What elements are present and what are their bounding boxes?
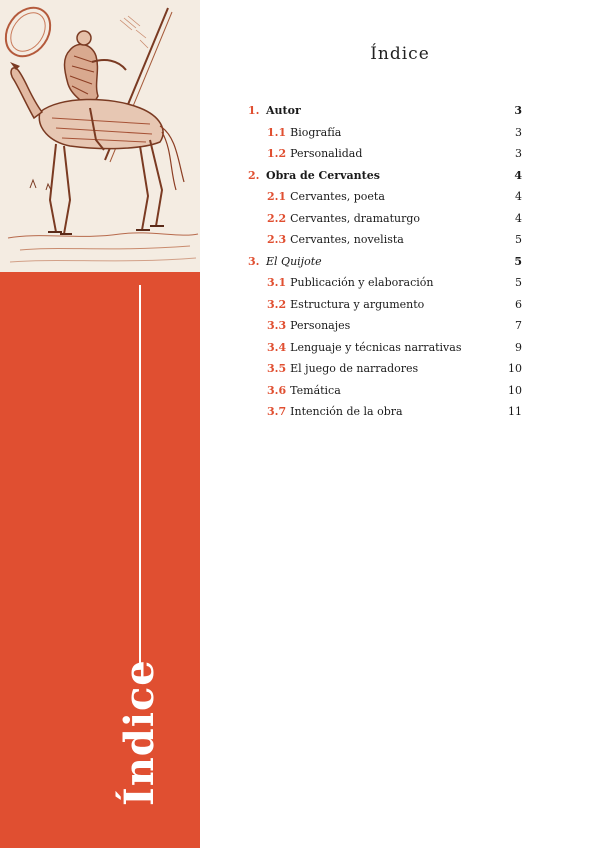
- toc-entry[interactable]: [248, 100, 528, 122]
- sidebar-rule: [139, 285, 141, 663]
- toc-entry-number: 2.: [248, 168, 260, 182]
- toc-entry-page: 10: [508, 362, 522, 375]
- toc-entry-label: Autor: [266, 104, 301, 117]
- toc-entry-page: 6: [515, 297, 522, 311]
- toc-entry-number: 3.4: [267, 340, 287, 354]
- toc-entry-number: 3.6: [267, 383, 287, 397]
- toc-entry-page: 4: [515, 190, 522, 203]
- don-quixote-illustration: [0, 0, 200, 272]
- toc-entry-label: Cervantes, poeta: [290, 190, 385, 203]
- toc-entry-page: 3: [515, 125, 522, 139]
- toc-entry-number: 3.7: [267, 405, 287, 418]
- toc-entry[interactable]: [248, 251, 528, 273]
- toc-entry[interactable]: [248, 380, 528, 402]
- sidebar-panel: [0, 0, 200, 848]
- toc-entry-label: Obra de Cervantes: [266, 168, 380, 182]
- toc-entry-label: Cervantes, novelista: [290, 233, 404, 246]
- toc-entry-number: 2.2: [267, 211, 287, 225]
- toc-entry-page: 9: [515, 340, 522, 354]
- toc-entry[interactable]: [248, 186, 528, 208]
- toc-entry-label: Biografía: [290, 125, 342, 139]
- toc-entry-label: Estructura y argumento: [290, 297, 425, 311]
- toc-entry-number: 1.1: [267, 125, 287, 139]
- toc-entry[interactable]: [248, 315, 528, 337]
- page-title: Índice: [370, 44, 430, 64]
- toc-entry-label: Personajes: [290, 319, 351, 332]
- toc-entry-page: 4: [514, 168, 522, 182]
- toc-entry[interactable]: [248, 229, 528, 251]
- toc-entry-number: 3.3: [267, 319, 287, 332]
- toc-entry[interactable]: [248, 143, 528, 165]
- toc-entry-label: Lenguaje y técnicas narrativas: [290, 340, 462, 354]
- toc-entry-page: 5: [515, 233, 522, 246]
- toc-entry-number: 3.2: [267, 297, 287, 311]
- toc-entry-page: 5: [515, 276, 522, 289]
- toc-entry-page: 4: [515, 211, 522, 225]
- toc-entry[interactable]: [248, 208, 528, 230]
- toc-entry-number: 3.1: [267, 276, 287, 289]
- toc-entry-label: Intención de la obra: [290, 405, 403, 418]
- toc-entry-page: 7: [515, 319, 522, 332]
- toc-entry-number: 2.3: [267, 233, 287, 246]
- toc-entry-number: 3.5: [267, 362, 287, 375]
- toc-entry-label: Personalidad: [290, 147, 363, 160]
- toc-entry-number: 1.: [248, 104, 260, 117]
- sidebar-title: Índice: [116, 659, 163, 806]
- toc-entry-page: 3: [515, 147, 522, 160]
- toc-entry-label: Publicación y elaboración: [290, 276, 434, 289]
- toc-entry-label: Cervantes, dramaturgo: [290, 211, 421, 225]
- toc-entry[interactable]: [248, 122, 528, 144]
- table-of-contents: [248, 100, 528, 423]
- toc-entry-page: 10: [508, 383, 522, 397]
- toc-entry[interactable]: [248, 165, 528, 187]
- toc-entry[interactable]: [248, 358, 528, 380]
- toc-entry[interactable]: [248, 401, 528, 423]
- toc-entry-page: 5: [514, 254, 522, 268]
- toc-entry[interactable]: [248, 272, 528, 294]
- toc-entry-label: El Quijote: [266, 254, 322, 268]
- toc-entry-label: Temática: [290, 383, 341, 397]
- toc-entry-number: 1.2: [267, 147, 287, 160]
- toc-entry-label: El juego de narradores: [290, 362, 419, 375]
- toc-entry[interactable]: [248, 294, 528, 316]
- toc-entry-page: 11: [508, 405, 522, 418]
- toc-entry-number: 3.: [248, 254, 260, 268]
- don-quixote-etching-icon: [0, 0, 200, 272]
- toc-entry-page: 3: [514, 104, 522, 117]
- toc-entry-number: 2.1: [267, 190, 287, 203]
- toc-entry[interactable]: [248, 337, 528, 359]
